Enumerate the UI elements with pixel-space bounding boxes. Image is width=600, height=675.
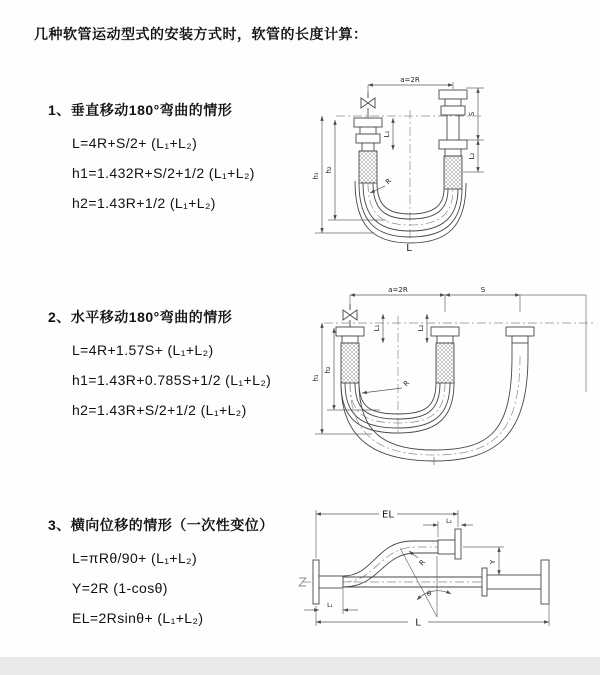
d1-left-fitting (354, 118, 382, 183)
section-vertical (48, 100, 255, 218)
section-lateral (48, 515, 274, 633)
formula-line: L=πRθ/90+ (L₁+L₂) (72, 550, 198, 566)
formula-line: h2=1.43R+1/2 (L₁+L₂) (72, 195, 216, 211)
section-1-formulas (48, 128, 255, 218)
d1-l1-label: L₁ (383, 130, 391, 138)
section-1-heading: 1、垂直移动180°弯曲的情形 (48, 102, 233, 118)
d2-right-fitting (506, 327, 534, 356)
formula-line: Y=2R (1-cosθ) (72, 580, 168, 596)
d3-dimensions (304, 510, 549, 629)
d3-r-label: R (417, 558, 428, 568)
d3-angle-construction (400, 548, 451, 617)
d1-right-fitting (439, 90, 467, 189)
diagram-vertical-u-bend (306, 70, 576, 262)
section-3-heading: 3、横向位移的情形（一次性变位） (48, 517, 274, 533)
page-title: 几种软管运动型式的安装方式时，软管的长度计算： (34, 26, 368, 42)
d3-l2-label: L₂ (446, 518, 452, 525)
diagram-horizontal-u-bend (306, 282, 600, 472)
d1-span-label: a=2R (400, 76, 420, 84)
diagram-lateral-displacement (296, 496, 600, 646)
section-3-formulas (48, 543, 274, 633)
d3-lower-flange (482, 560, 549, 604)
d1-r-label: R (384, 177, 394, 187)
d3-l-label: L (415, 617, 421, 629)
d2-h2-label: h₂ (324, 366, 332, 374)
d1-hose (355, 181, 466, 243)
formula-line: L=4R+1.57S+ (L₁+L₂) (72, 342, 214, 358)
d2-valve-icon (343, 304, 357, 327)
d2-left-fitting (336, 327, 364, 383)
d1-l-label: L (406, 243, 412, 254)
d3-theta-label: θ (426, 590, 432, 598)
d2-h1-label: h₁ (312, 374, 320, 382)
d1-valve-icon (361, 92, 375, 118)
d2-hose-position1 (341, 383, 454, 433)
d2-s-label: S (480, 286, 486, 294)
formula-line: L=4R+S/2+ (L₁+L₂) (72, 135, 198, 151)
section-2-heading: 2、水平移动180°弯曲的情形 (48, 309, 233, 325)
page-bottom-band (0, 657, 600, 675)
d3-left-flange (313, 560, 343, 604)
d2-l2-label: L₂ (417, 324, 425, 332)
d2-hose-position2 (341, 356, 528, 465)
d2-span-label: a=2R (388, 286, 408, 294)
section-2-formulas (48, 335, 271, 425)
d1-s-label: S (468, 111, 476, 117)
d3-y-label: Y (489, 559, 497, 565)
d2-r-label: R (402, 379, 412, 389)
d1-h2-label: h₂ (325, 166, 333, 174)
d1-h1-label: h₁ (312, 172, 320, 180)
d1-l2-label: L₂ (468, 152, 476, 160)
d2-middle-fitting (431, 327, 459, 383)
section-horizontal (48, 307, 271, 425)
formula-line: h2=1.43R+S/2+1/2 (L₁+L₂) (72, 402, 247, 418)
d3-l1-label: L₁ (327, 602, 333, 609)
formula-line: h1=1.43R+0.785S+1/2 (L₁+L₂) (72, 372, 272, 388)
d2-l1-label: L₁ (373, 324, 381, 332)
formula-line: h1=1.432R+S/2+1/2 (L₁+L₂) (72, 165, 255, 181)
d3-upper-flange (438, 529, 461, 559)
d3-el-label: EL (382, 509, 394, 521)
formula-line: EL=2Rsinθ+ (L₁+L₂) (72, 610, 204, 626)
d2-radius-callout (362, 379, 411, 393)
